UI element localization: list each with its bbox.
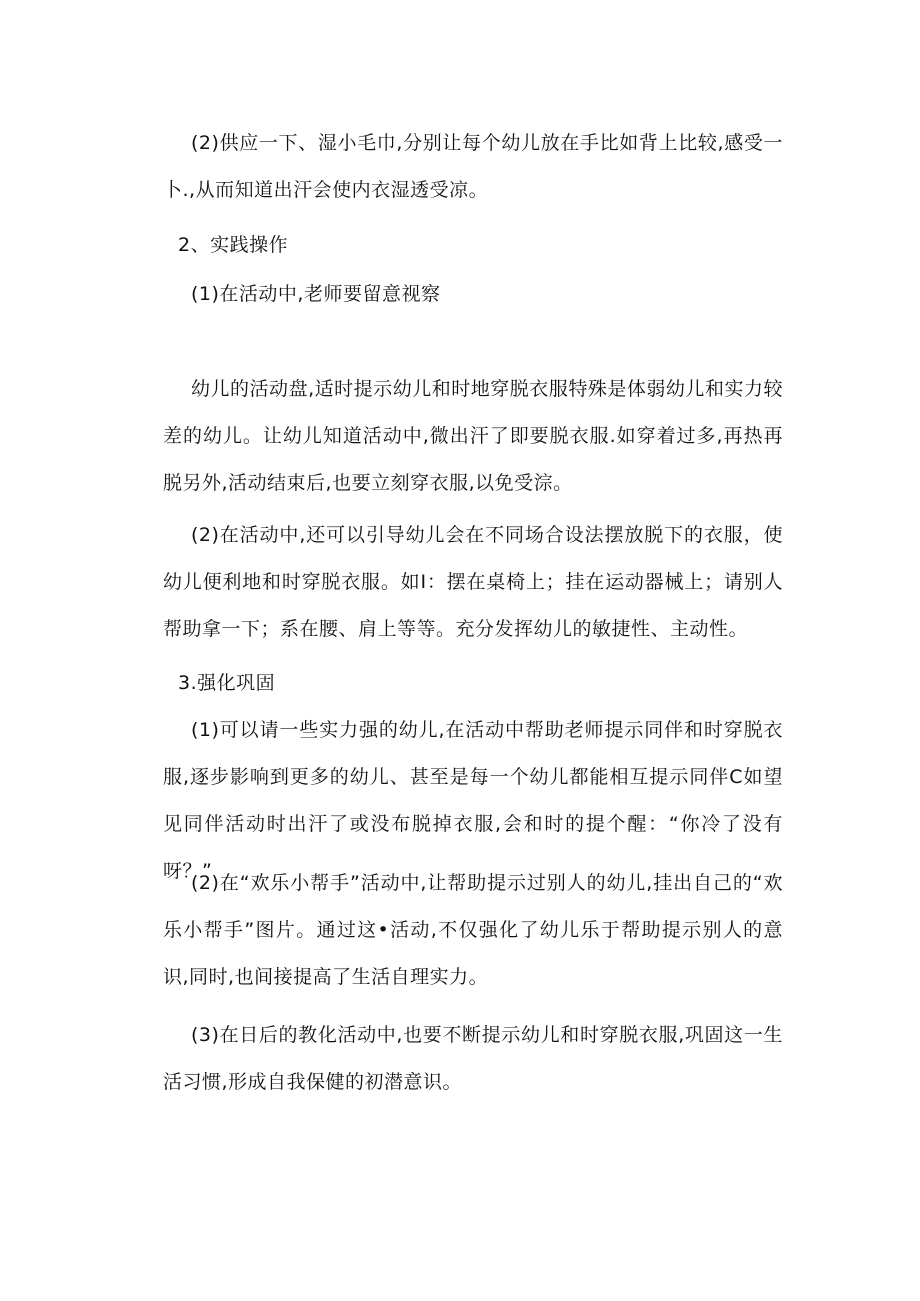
paragraph-observe: (1)在活动中,老师要留意视察 <box>191 283 441 305</box>
paragraph-daily-habit: (3)在日后的教化活动中,也要不断提示幼儿和时穿脱衣服,巩固这一生活习惯,形成自我保健的初潜意识。 <box>163 1024 783 1093</box>
paragraph-activity-reminder: 幼儿的活动盘,适时提示幼儿和时地穿脱衣服特殊是体弱幼儿和实力较差的幼儿。让幼儿知道活动中,微出汗了即要脱衣服.如穿着过多,再热再脱另外,活动结束后,也要立刻穿衣服,以免受淙。 <box>163 378 783 494</box>
section-heading-reinforce: 3.强化巩固 <box>178 672 276 694</box>
section-heading-practice: 2、实践操作 <box>178 234 289 256</box>
paragraph-peer-reminder: (1)可以请一些实力强的幼儿,在活动中帮助老师提示同伴和时穿脱衣服,逐步影响到更多的幼儿、甚至是每一个幼儿都能相互提示同伴C如望见同伴活动时出汗了或没布脱掉衣服,会和时的提个醒：“你冷了没有呀？” <box>163 719 783 882</box>
paragraph-wet-towel: (2)供应一下、湿小毛巾,分别让每个幼儿放在手比如背上比较,感受一卜.,从而知道出汗会使内衣湿透受凉。 <box>163 132 783 201</box>
paragraph-little-helper: (2)在“欢乐小帮手”活动中,让帮助提示过别人的幼儿,挂出自己的“欢乐小帮手”图片。通过这•活动,不仅强化了幼儿乐于帮助提示别人的意识,同时,也间接提高了生活自理实力。 <box>163 872 783 988</box>
paragraph-clothes-placement: (2)在活动中,还可以引导幼儿会在不同场合设法摆放脱下的衣服，使幼儿便利地和时穿脱衣服。如I：摆在桌椅上；挂在运动器械上；请别人帮助拿一下；系在腰、肩上等等。充分发挥幼儿的敏捷性、主动性。 <box>163 524 783 640</box>
